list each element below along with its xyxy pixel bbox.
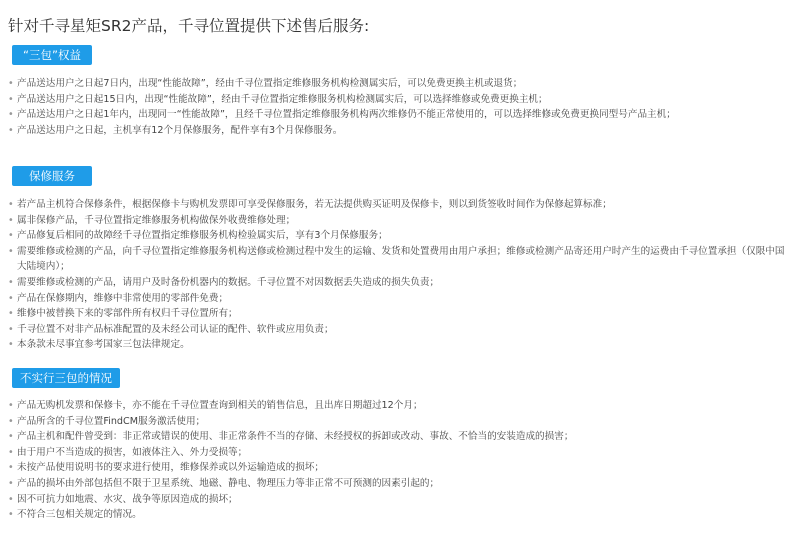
warranty-service-list — [8, 197, 792, 353]
list-item: • 若产品主机符合保修条件，根据保修卡与购机发票即可享受保修服务，若无法提供购买证明及保修卡，则以到货签收时间作为保修起算标准； — [8, 197, 792, 213]
list-item: • 产品送达用户之日起7日内，出现“性能故障”，经由千寻位置指定维修服务机构检测属实后，可以免费更换主机或退货； — [8, 76, 792, 92]
exclusions-list — [8, 398, 792, 523]
list-item: • 产品的损坏由外部包括但不限于卫星系统、地磁、静电、物理压力等非正常不可预测的因素引起的； — [8, 476, 792, 492]
sanbao-rights-list — [8, 76, 792, 138]
list-item: • 产品所含的千寻位置FindCM服务激活使用； — [8, 414, 792, 430]
list-item: • 未按产品使用说明书的要求进行使用，维修保养或以外运输造成的损坏； — [8, 460, 792, 476]
list-item: • 产品主机和配件曾受到：非正常或错误的使用、非正常条件不当的存储、未经授权的拆卸或改动、事故、不恰当的安装造成的损害； — [8, 429, 792, 445]
list-item: • 千寻位置不对非产品标准配置的及未经公司认证的配件、软件或应用负责； — [8, 322, 792, 338]
list-item: • 本条款未尽事宜参考国家三包法律规定。 — [8, 337, 792, 353]
section-tag-sanbao-rights: “三包”权益 — [12, 45, 92, 65]
list-item: • 产品送达用户之日起，主机享有12个月保修服务，配件享有3个月保修服务。 — [8, 123, 792, 139]
list-item: • 因不可抗力如地震、水灾、战争等原因造成的损坏； — [8, 492, 792, 508]
list-item: • 产品在保修期内，维修中非常使用的零部件免费； — [8, 291, 792, 307]
list-item: • 不符合三包相关规定的情况。 — [8, 507, 792, 523]
list-item: • 需要维修或检测的产品，请用户及时备份机器内的数据。千寻位置不对因数据丢失造成的损失负责； — [8, 275, 792, 291]
section-tag-warranty-service: 保修服务 — [12, 166, 92, 186]
page-title: 针对千寻星矩SR2产品，千寻位置提供下述售后服务: — [8, 17, 370, 35]
list-item: • 维修中被替换下来的零部件所有权归千寻位置所有； — [8, 306, 792, 322]
list-item: • 需要维修或检测的产品，向千寻位置指定维修服务机构送修或检测过程中发生的运输、发货和处置费用由用户承担；维修或检测产品寄还用户时产生的运费由千寻位置承担（仅限中国大陆境内）； — [8, 244, 792, 275]
list-item: • 产品送达用户之日起15日内，出现“性能故障”，经由千寻位置指定维修服务机构检测属实后，可以选择维修或免费更换主机； — [8, 92, 792, 108]
list-item: • 属非保修产品，千寻位置指定维修服务机构做保外收费维修处理； — [8, 213, 792, 229]
list-item: • 产品修复后相同的故障经千寻位置指定维修服务机构检验属实后，享有3个月保修服务； — [8, 228, 792, 244]
list-item: • 由于用户不当造成的损害，如液体注入、外力受损等； — [8, 445, 792, 461]
list-item: • 产品送达用户之日起1年内，出现同一“性能故障”，且经千寻位置指定维修服务机构两次维修仍不能正常使用的，可以选择维修或免费更换同型号产品主机； — [8, 107, 792, 123]
section-tag-exclusions: 不实行三包的情况 — [12, 368, 120, 388]
list-item: • 产品无购机发票和保修卡，亦不能在千寻位置查询到相关的销售信息，且出库日期超过12个月； — [8, 398, 792, 414]
